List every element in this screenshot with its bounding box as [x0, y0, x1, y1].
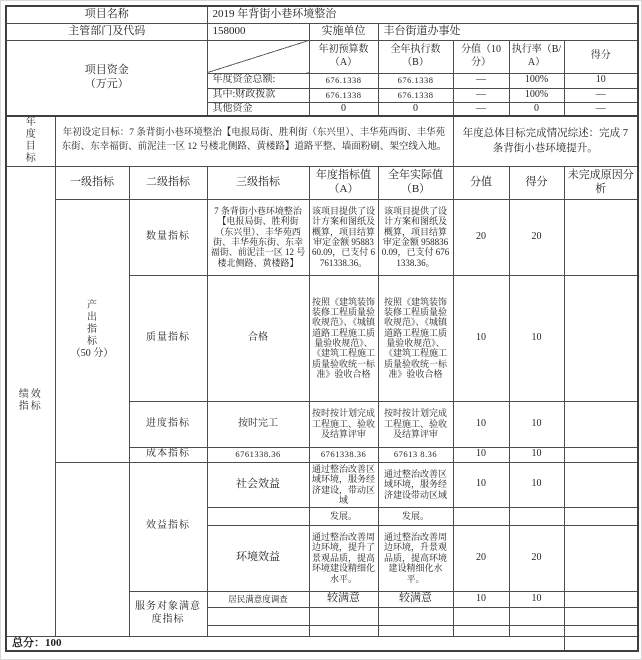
output-indicator-score: （50 分）: [70, 348, 114, 360]
output-indicator-label: 产出指标 （50 分）: [55, 199, 129, 462]
progress-target-desc: 按时完工: [207, 401, 309, 447]
quality-score-value: 10: [453, 275, 509, 401]
fund-score-value: —: [453, 88, 509, 102]
social-annual-value: 通过整治改善区域环境，服务经济建设，带动区域: [309, 462, 378, 507]
header-level2: 二级指标: [129, 166, 207, 199]
header-level1: 一级指标: [55, 166, 129, 199]
header-level3: 三级指标: [207, 166, 309, 199]
dept-code: 158000: [207, 23, 309, 40]
satisfaction-indicator-label: 服务对象满意度指标: [129, 591, 207, 636]
quality-label: 质量指标: [129, 275, 207, 401]
social-benefit-row: [6, 462, 638, 507]
quantity-score-value: 20: [453, 199, 509, 275]
header-actual-value: 全年实际值（B）: [378, 166, 453, 199]
fund-score: 10: [564, 73, 638, 88]
social-score: 10: [509, 462, 564, 507]
level1-empty-cell: [55, 462, 129, 636]
header-target-value: 年度指标值（A）: [309, 166, 378, 199]
quantity-row: [6, 199, 638, 275]
environment-reason: [564, 525, 638, 591]
department-row: [6, 23, 638, 40]
project-name-row: [6, 6, 638, 23]
diagonal-cell: [207, 40, 309, 73]
total-label: 总分：: [12, 636, 45, 649]
satisfaction-score: 10: [509, 591, 564, 607]
impl-unit-label: 实施单位: [309, 23, 378, 40]
indicators-header-row: [6, 166, 638, 199]
fund-row-label: 年度资金总额:: [207, 73, 309, 88]
fund-rate: 100%: [509, 88, 564, 102]
funds-label-line2: （万元）: [84, 77, 129, 90]
cost-annual-value: 6761338.36: [309, 447, 378, 462]
col-budget-header: 年初预算数（A）: [309, 40, 378, 73]
cost-reason: [564, 447, 638, 462]
cost-score-value: 10: [453, 447, 509, 462]
progress-score-value: 10: [453, 401, 509, 447]
quantity-actual-value: 该项目提供了设计方案和图纸及概算，项目结算审定金额 9588360.09，已支付 6761338.36。: [378, 199, 453, 275]
fund-score-value: —: [453, 102, 509, 116]
environment-actual-value: 通过整治改善周边环境，升景观品质，提高环境建设精细化水平。: [378, 525, 453, 591]
satisfaction-actual-value: 较满意: [378, 591, 453, 607]
overflow-target-desc: [207, 507, 309, 525]
fund-exec: 676.1338: [378, 88, 453, 102]
cost-score: 10: [509, 447, 564, 462]
environment-score-value: 20: [453, 525, 509, 591]
fund-score-value: —: [453, 73, 509, 88]
overflow-annual-value: 发展。: [309, 507, 378, 525]
perf-left-label: 绩效指标: [6, 166, 55, 636]
progress-label: 进度指标: [129, 401, 207, 447]
fund-rate: 100%: [509, 73, 564, 88]
header-score: 得分: [509, 166, 564, 199]
col-exec-header: 全年执行数（B）: [378, 40, 453, 73]
fund-budget: 676.1338: [309, 73, 378, 88]
progress-actual-value: 按时按计划完成工程施工、验收及结算评审: [378, 401, 453, 447]
col-score-value-header: 分值（10分）: [453, 40, 509, 73]
social-reason: [564, 462, 638, 507]
fund-exec: 676.1338: [378, 73, 453, 88]
cost-actual-value: 67613 8.36: [378, 447, 453, 462]
quality-score: 10: [509, 275, 564, 401]
total-score: [6, 636, 564, 651]
benefit-indicator-label: 效益指标: [129, 462, 207, 591]
overflow-score: [509, 507, 564, 525]
quality-reason: [564, 275, 638, 401]
col-rate-header: 执行率（B/A）: [509, 40, 564, 73]
cost-label: 成本指标: [129, 447, 207, 462]
header-reason: 未完成原因分析: [564, 166, 638, 199]
funds-label: [6, 40, 207, 116]
overflow-reason: [564, 507, 638, 525]
fund-score: —: [564, 88, 638, 102]
project-name-label: 项目名称: [6, 6, 207, 23]
fund-budget: 676.1338: [309, 88, 378, 102]
col-score-header: 得分: [564, 40, 638, 73]
environment-score: 20: [509, 525, 564, 591]
cost-target-desc: 6761338.36: [207, 447, 309, 462]
annual-goal-summary: 年度总体目标完成情况综述：完成 7 条背街小巷环境提升。: [453, 116, 638, 166]
dept-label: 主管部门及代码: [6, 23, 207, 40]
social-score-value: 10: [453, 462, 509, 507]
fund-row-label: 其中:财政拨款: [207, 88, 309, 102]
fund-row-label: 其他资金: [207, 102, 309, 116]
satisfaction-reason: [564, 591, 638, 607]
progress-reason: [564, 401, 638, 447]
overflow-actual-value: 发展。: [378, 507, 453, 525]
fund-rate: 0: [509, 102, 564, 116]
quantity-score: 20: [509, 199, 564, 275]
satisfaction-target-desc: 居民满意度调查: [207, 591, 309, 607]
funds-header-row: [6, 40, 638, 73]
quantity-reason: [564, 199, 638, 275]
social-actual-value: 通过整治改善区域环境，服务经济建设带动区域: [378, 462, 453, 507]
total-row: [6, 636, 638, 651]
satisfaction-annual-value: 较满意: [309, 591, 378, 607]
social-benefit-label: 社会效益: [207, 462, 309, 507]
progress-annual-value: 按时按计划完成工程施工、验收及结算评审: [309, 401, 378, 447]
funds-label-line1: 项目资金: [84, 64, 129, 76]
quality-target-desc: 合格: [207, 275, 309, 401]
fund-exec: 0: [378, 102, 453, 116]
progress-score: 10: [509, 401, 564, 447]
quantity-target-desc: 7 条背街小巷环境整治【电报局街、胜利街（东兴里）、丰华苑西街、丰华苑东街、东幸福街、前泥洼一区 12 号楼北侧路、黄楼路】: [207, 199, 309, 275]
quantity-annual-value: 该项目提供了设计方案和图纸及概算，项目结算审定金额 9588360.09，已支付 6761338.36。: [309, 199, 378, 275]
impl-unit-value: 丰台街道办事处: [378, 23, 638, 40]
satisfaction-score-value: 10: [453, 591, 509, 607]
evaluation-table: [5, 5, 639, 652]
annual-goal-target: 年初设定目标：7 条背街小巷环境整治【电报局街、胜利街（东兴里）、丰华苑西街、丰华苑东街、东幸福街、前泥洼一区 12 号楼北侧路、黄楼路】道路平整、墙面粉刷、架空线入地。: [55, 116, 453, 166]
environment-annual-value: 通过整治改善周边环境，提升了景观品质，提高环境建设精细化水平。: [309, 525, 378, 591]
fund-budget: 0: [309, 102, 378, 116]
fund-score: —: [564, 102, 638, 116]
quality-actual-value: 按照《建筑装饰装修工程质量验收规范》、《城镇道路工程施工质量验收规范》、《建筑工程施工质量验收统一标准》验收合格: [378, 275, 453, 401]
overflow-score-value: [453, 507, 509, 525]
header-score-value: 分值: [453, 166, 509, 199]
quantity-label: 数量指标: [129, 199, 207, 275]
environment-benefit-label: 环境效益: [207, 525, 309, 591]
annual-goal-label: 年度目标: [6, 116, 55, 166]
annual-goal-row: [6, 116, 638, 166]
project-name-value: 2019 年背街小巷环境整治: [207, 6, 638, 23]
total-reason-cell: [564, 636, 638, 651]
quality-annual-value: 按照《建筑装饰装修工程质量验收规范》、《城镇道路工程施工质量验收规范》、《建筑工程施工质量验收统一标准》验收合格: [309, 275, 378, 401]
total-value: 100: [45, 636, 62, 649]
